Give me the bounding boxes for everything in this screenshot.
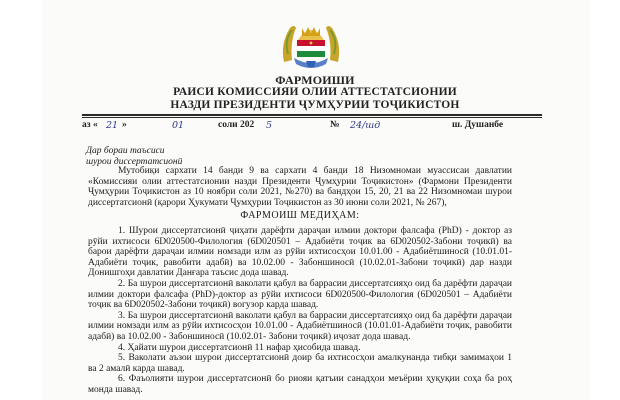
date-month: 01 xyxy=(172,120,185,131)
header-rule-thick xyxy=(82,114,542,116)
preamble-paragraph: Мутобиқи сархати 14 банди 9 ва сархати 4 банди 18 Низомномаи муассисаи давлатии «Комиссияи олии аттестатсионии назди Президенти Ҷумҳурии Тоҷикистон» (Фармони Президенти Ҷумҳурии Тоҷикистон аз 10 ноябри соли 2021, №270) ва бандҳои 15, 20, 21 ва 22 Низомномаи шурои диссертатсионӣ (қарори Ҳукумати Ҷумҳурии Тоҷикистон аз 30 июни соли 2021, № 267), xyxy=(88,166,512,208)
order-heading: ФАРМОИШ МЕДИҲАМ: xyxy=(240,210,360,221)
order-item: 2. Ба шурои диссертатсионӣ ваколати қабул ва баррасии диссертатсияҳо оид ба дарёфти дараҷаи илмии доктори фалсафа (PhD)-доктор аз рӯйи ихтисоси 6D020500-Филология (6D020501 – Адабиёти тоҷик ва 6D020502-Забони тоҷикӣ) вогузор карда шавад. xyxy=(88,278,512,311)
state-emblem-icon xyxy=(276,14,346,74)
date-year-label: соли 202 xyxy=(218,120,255,130)
header-rule-thin xyxy=(82,117,542,118)
subject-line-1: Дар бораи таъсиси xyxy=(86,146,165,156)
date-prefix: аз « xyxy=(82,120,98,130)
issuer-line-2: НАЗДИ ПРЕЗИДЕНТИ ҶУМҲУРИИ ТОҶИКИСТОН xyxy=(170,99,460,111)
order-item: 3. Ба шурои диссертатсионӣ ваколати қабул ва баррасии диссертатсияҳо оид ба дарёфти дараҷаи илмии номзади илм аз рӯйи ихтисосҳои 10.01.00 - Адабиётшиносӣ (10.01.01-Адабиёти тоҷик, равобити адабӣ) ва 10.02.00 - Забоншиносӣ (10.02.01- Забони тоҷикӣ) иҷозат дода шавад. xyxy=(88,310,512,342)
document-title: ФАРМОИШИ xyxy=(275,73,355,87)
number-label: № xyxy=(330,120,340,130)
date-number-line xyxy=(82,120,542,134)
order-number: 24/шд xyxy=(350,120,381,131)
subject-line-2: шурои диссертатсионӣ xyxy=(86,157,183,167)
place-of-issue: ш. Душанбе xyxy=(452,120,504,130)
order-item: 5. Ваколати аъзои шурои диссертатсионӣ доир ба ихтисосҳои амалкунанда тибқи замимаҳои 1 ва 2 амалӣ карда шавад. xyxy=(88,353,512,374)
order-item: 1. Шурои диссертатсионӣ ҷиҳати дарёфти дараҷаи илмии доктори фалсафа (PhD) - доктор аз рӯйи ихтисоси 6D020500-Филология (6D020501 – Адабиёти тоҷик ва 6D020502-Забони тоҷикӣ) ва барои дарёфти дараҷаи илмии номзади илм аз рӯйи ихтисосҳои 10.01.00 - Адабиётшиносӣ (10.01.01-Адабиёти тоҷик, равобити адабӣ) ва 10.02.00 - Забоншиносӣ (10.02.01-Забони тоҷикӣ) дар назди Донишгоҳи давлатии Данғара таъсис дода шавад. xyxy=(88,226,512,279)
order-item: 4. Ҳайати шурои диссертатсионӣ 11 нафар ҳисобида шавад. xyxy=(118,342,361,353)
date-quote-close: » xyxy=(122,120,127,130)
order-item: 6. Фаъолияти шурои диссертатсионӣ бо риояи қатъии санадҳои меъёрии ҳуқуқии соҳа ба роҳ монда шавад. xyxy=(88,374,512,395)
date-year-digit: 5 xyxy=(266,120,273,131)
order-subject xyxy=(86,146,182,168)
order-items xyxy=(88,226,512,396)
date-day: 21 xyxy=(106,120,119,131)
issuer-line-1: РАИСИ КОМИССИЯИ ОЛИИ АТТЕСТАТСИОНИИ xyxy=(173,86,457,98)
